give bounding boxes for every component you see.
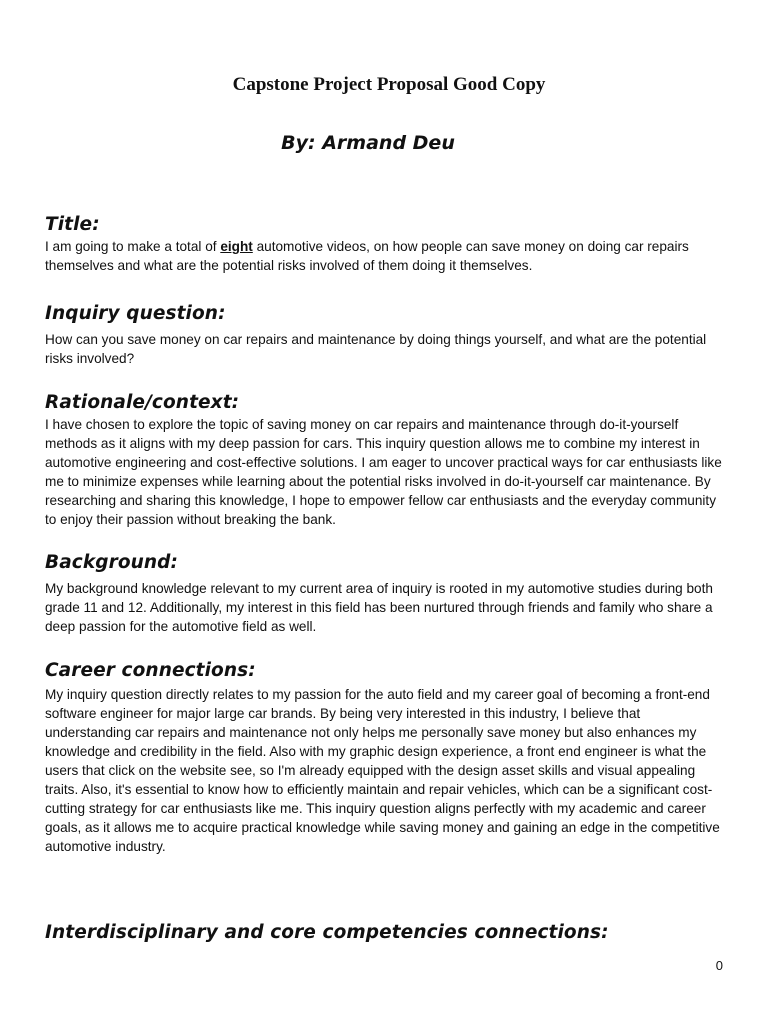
section-body-career: My inquiry question directly relates to my passion for the auto field and my career goal of becoming a front-end software engineer for major large car brands. By being very interested in this industry, I believe that understanding car repairs and maintenance not only helps me personally save money but also enhances my knowledge and credibility in the field. Also with my graphic design experience, a front end engineer is what the users that click on the website see, so I'm already equipped with the design asset skills and visual appealing traits. Also, it's essential to know how to efficiently maintain and repair vehicles, which can be a significant cost-cutting strategy for car enthusiasts like me. This inquiry question aligns perfectly with my academic and career goals, as it allows me to acquire practical knowledge while saving money and gaining an edge in the competitive automotive industry.	[45, 687, 720, 854]
document-title: Capstone Project Proposal Good Copy	[232, 74, 546, 95]
section-body-inquiry: How can you save money on car repairs and maintenance by doing things yourself, and what are the potential risks involved?	[45, 332, 707, 366]
section-heading-interdisciplinary: Interdisciplinary and core competencies connections:	[45, 922, 609, 943]
section-heading-inquiry: Inquiry question:	[45, 303, 226, 324]
section-background	[45, 551, 725, 636]
section-rationale	[45, 391, 725, 529]
page-number: 0	[715, 958, 723, 973]
title-text-before: I am going to make a total of	[45, 239, 221, 254]
section-body-title	[45, 237, 725, 275]
section-career	[45, 659, 725, 856]
author-byline: By: Armand Deu	[281, 132, 455, 154]
section-interdisciplinary	[45, 921, 725, 945]
section-heading-title: Title:	[45, 214, 100, 235]
section-heading-background: Background:	[45, 552, 179, 573]
section-title	[45, 213, 725, 275]
section-heading-career: Career connections:	[45, 660, 256, 681]
section-body-rationale: I have chosen to explore the topic of saving money on car repairs and maintenance through do-it-yourself methods as it aligns with my deep passion for cars. This inquiry question allows me to combine my interest in automotive engineering and cost-effective solutions. I am eager to uncover practical ways for car enthusiasts like me to minimize expenses while learning about the potential risks involved in do-it-yourself car maintenance. By researching and sharing this knowledge, I hope to empower fellow car enthusiasts and the everyday community to enjoy their passion without breaking the bank.	[45, 417, 722, 527]
title-emphasis: eight	[220, 239, 253, 254]
section-heading-rationale: Rationale/context:	[45, 392, 240, 413]
title-text-after: automotive videos, on how people can save money on doing car repairs themselves and what are the potential risks involved of them doing it themselves.	[45, 239, 689, 273]
section-inquiry	[45, 302, 725, 368]
section-body-background: My background knowledge relevant to my current area of inquiry is rooted in my automotive studies during both grade 11 and 12. Additionally, my interest in this field has been nurtured through friends and family who share a deep passion for the automotive field as well.	[45, 581, 713, 634]
